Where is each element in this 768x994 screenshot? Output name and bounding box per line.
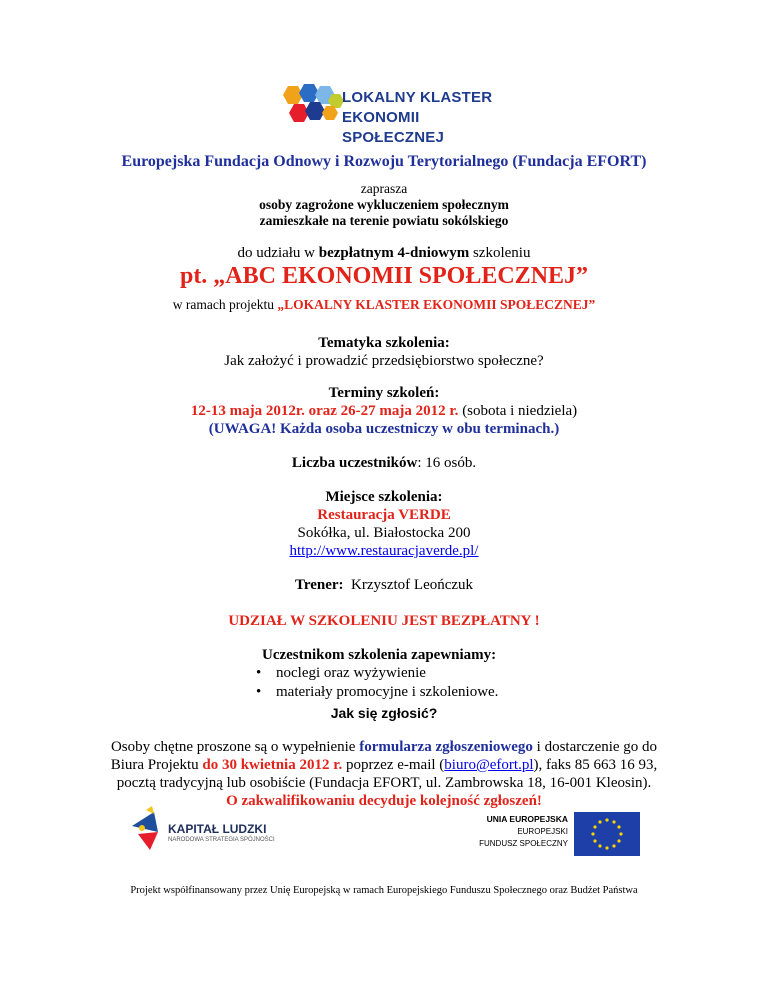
kl-title: KAPITAŁ LUDZKI	[168, 822, 267, 836]
provide-heading: Uczestnikom szkolenia zapewniamy:	[262, 647, 497, 663]
trainer-label: Trener:	[294, 577, 344, 593]
organizer-name: Europejska Fundacja Odnowy i Rozwoju Terytorialnego (Fundacja EFORT)	[121, 153, 647, 170]
free-notice: UDZIAŁ W SZKOLENIU JEST BEZPŁATNY !	[228, 613, 540, 629]
eu-line-3: FUNDUSZ SPOŁECZNY	[479, 839, 568, 848]
apply-line-3: pocztą tradycyjną lub osobiście (Fundacja EFORT, ul. Zambrowska 18, 16-001 Kleosin).	[116, 775, 652, 791]
eu-efs-logo	[464, 812, 640, 856]
klaster-logo-text	[342, 88, 506, 148]
project-line	[0, 296, 768, 313]
apply-l2-post: ), faks 85 663 16 93,	[533, 757, 658, 773]
venue-url-link[interactable]: http://www.restauracjaverde.pl/	[289, 543, 479, 559]
project-pre: w ramach projektu	[172, 297, 278, 312]
dates-values: 12-13 maja 2012r. oraz 26-27 maja 2012 r.	[190, 403, 459, 419]
participants-label: Liczba uczestników	[291, 455, 418, 471]
project-name: „LOKALNY KLASTER EKONOMII SPOŁECZNEJ”	[277, 297, 596, 312]
apply-l2-mid: poprzez e-mail (	[342, 757, 445, 773]
list-item: • materiały promocyjne i szkoleniowe.	[254, 683, 498, 702]
dates-heading: Terminy szkoleń:	[328, 385, 440, 401]
apply-line-2	[0, 756, 768, 774]
trainer-line	[0, 576, 768, 594]
venue-url-row	[0, 542, 768, 560]
dates-suffix: (sobota i niedziela)	[458, 403, 578, 419]
topic-heading: Tematyka szkolenia:	[318, 335, 450, 351]
invite-line	[0, 244, 768, 262]
apply-deadline: do 30 kwietnia 2012 r.	[202, 757, 343, 773]
participants-line	[0, 454, 768, 472]
apply-l2-pre: Biura Projektu	[110, 757, 203, 773]
apply-l1-pre: Osoby chętne proszone są o wypełnienie	[110, 739, 360, 755]
venue-address: Sokółka, ul. Białostocka 200	[297, 525, 471, 541]
invite-target-line-1: osoby zagrożone wykluczeniem społecznym	[259, 197, 509, 212]
list-item: • noclegi oraz wyżywienie	[254, 664, 498, 683]
apply-line-4: O zakwalifikowaniu decyduje kolejność zgłoszeń!	[226, 793, 542, 809]
trainer-name: Krzysztof Leończuk	[343, 577, 474, 593]
apply-line-1	[0, 738, 768, 756]
kl-subtitle: NARODOWA STRATEGIA SPÓJNOŚCI	[168, 837, 275, 843]
logo-line-2: EKONOMII SPOŁECZNEJ	[342, 109, 445, 146]
training-title: pt. „ABC EKONOMII SPOŁECZNEJ”	[179, 263, 589, 289]
invite-pre: do udziału w	[237, 245, 319, 261]
klaster-logo	[276, 80, 506, 146]
invite-target-line-2: zamieszkałe na terenie powiatu sokólskiego	[259, 213, 509, 228]
hexagon-cluster-icon	[276, 80, 346, 138]
apply-l1-post: i dostarczenie go do	[532, 739, 658, 755]
apply-heading: Jak się zgłosić?	[330, 705, 438, 721]
kapital-ludzki-emblem-icon	[128, 806, 164, 852]
eu-line-1: UNIA EUROPEJSKA	[486, 814, 568, 824]
topic-text: Jak założyć i prowadzić przedsiębiorstwo społeczne?	[224, 353, 544, 369]
apply-email-link[interactable]: biuro@efort.pl	[444, 757, 534, 773]
provide-list	[254, 664, 498, 702]
footer-note: Projekt współfinansowany przez Unię Europejską w ramach Europejskiego Funduszu Społecznego oraz Budżet Państwa	[130, 885, 638, 896]
venue-heading: Miejsce szkolenia:	[325, 489, 443, 505]
eu-line-2: EUROPEJSKI	[517, 827, 568, 836]
kapital-ludzki-logo	[128, 806, 288, 854]
invite-bold: bezpłatnym 4-dniowym	[318, 245, 470, 261]
dates-line	[0, 402, 768, 420]
participants-value: : 16 osób.	[417, 455, 477, 471]
invite-verb: zaprasza	[360, 181, 408, 196]
logo-line-1: LOKALNY KLASTER	[342, 89, 493, 106]
apply-form-name: formularza zgłoszeniowego	[359, 739, 533, 755]
dates-note: (UWAGA! Każda osoba uczestniczy w obu terminach.)	[208, 421, 560, 437]
venue-name: Restauracja VERDE	[317, 507, 451, 523]
eu-flag-icon	[574, 812, 640, 856]
invite-post: szkoleniu	[469, 245, 531, 261]
